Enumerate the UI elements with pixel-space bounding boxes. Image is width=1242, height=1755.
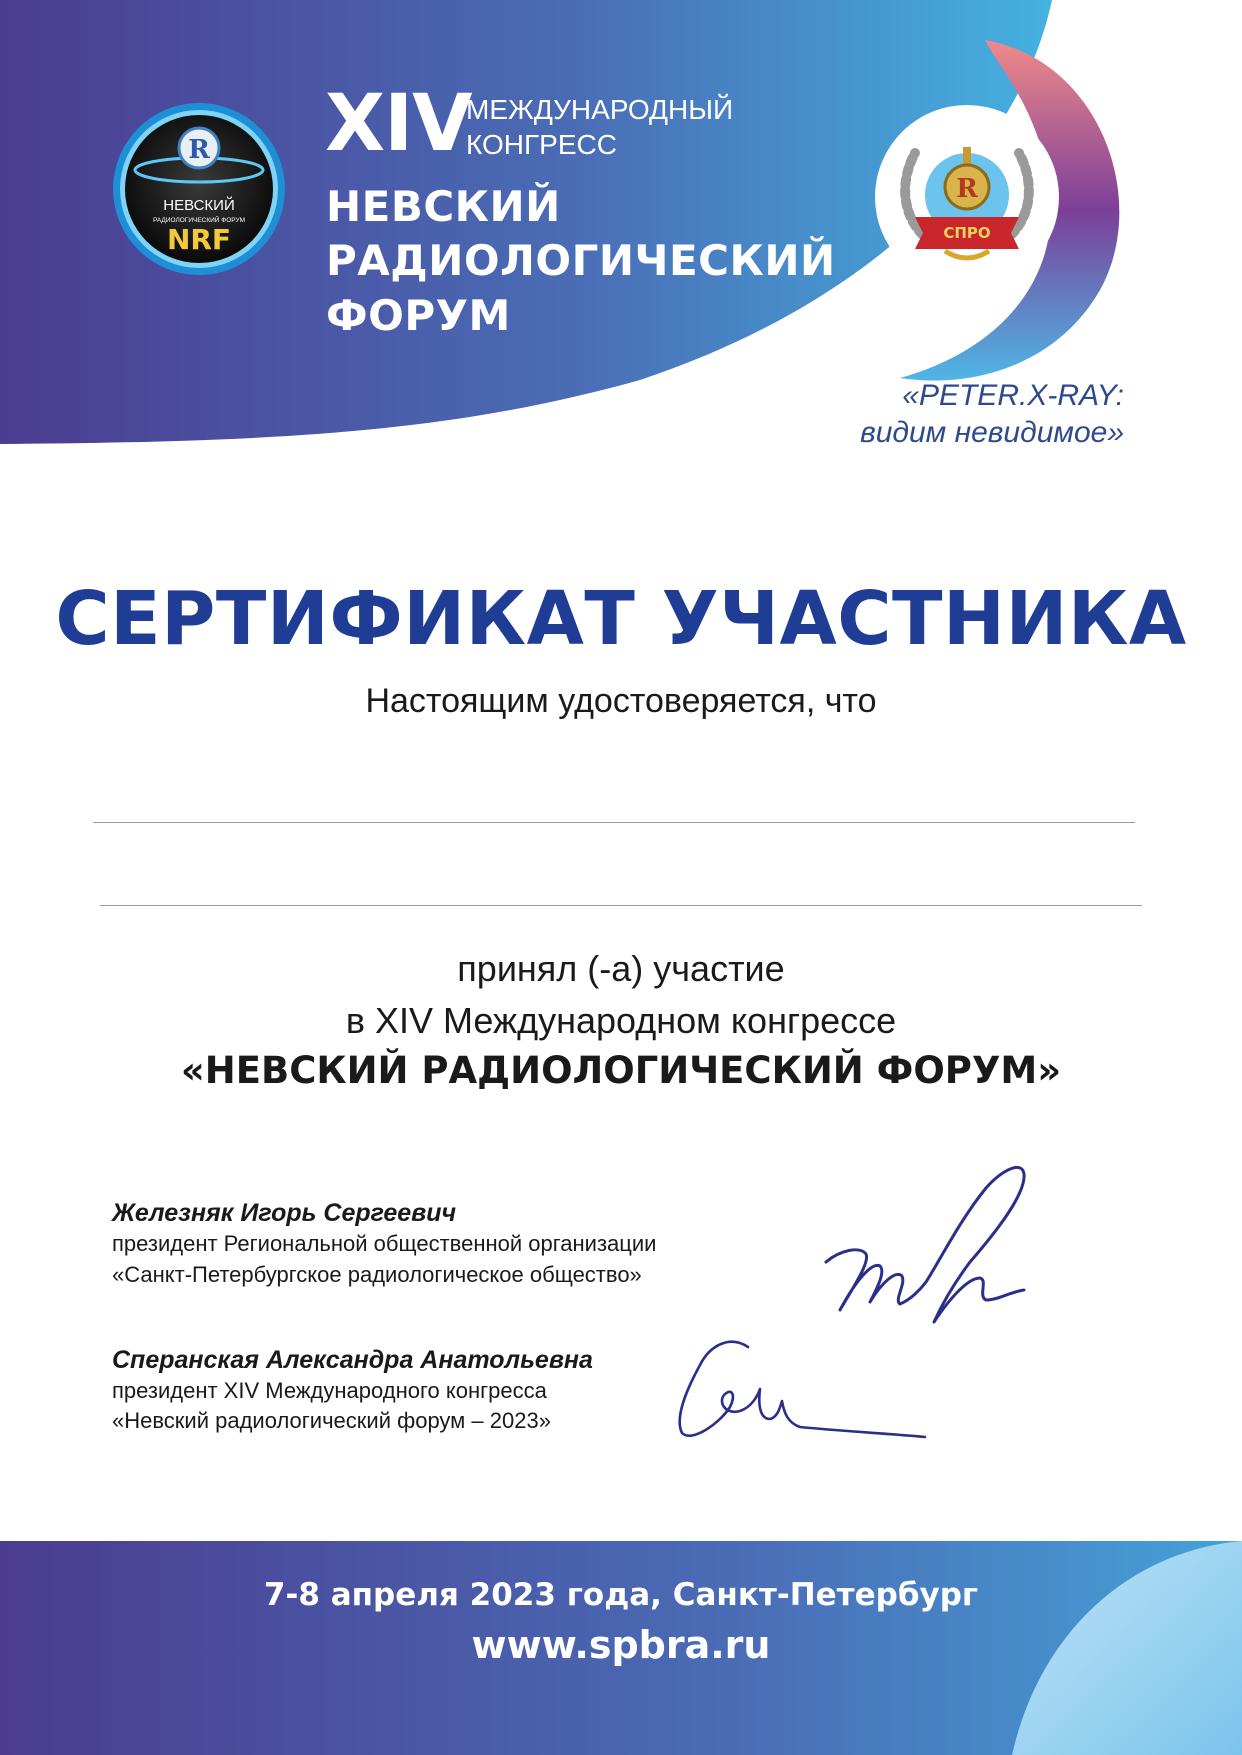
slogan-line1: «PETER.X-RAY: [902, 379, 1124, 412]
nrf-logo-acronym: NRF [166, 223, 232, 256]
spro-logo-letter: R [956, 174, 978, 204]
signatory-1-name: Железняк Игорь Сергеевич [112, 1199, 457, 1227]
nrf-logo-word: НЕВСКИЙ [163, 197, 235, 214]
certify-text: Настоящим удостоверяется, что [365, 682, 877, 720]
nrf-logo [110, 100, 288, 278]
participation-line3: «НЕВСКИЙ РАДИОЛОГИЧЕСКИЙ ФОРУМ» [180, 1049, 1062, 1092]
nrf-logo-letter: R [188, 135, 210, 165]
signature-2 [670, 1325, 930, 1455]
event-date-place: 7-8 апреля 2023 года, Санкт-Петербург [263, 1577, 979, 1613]
signature-1 [810, 1150, 1040, 1330]
slogan-line2: видим невидимое» [860, 416, 1124, 449]
participation-line1: принял (-а) участие [457, 948, 785, 989]
forum-title-line3: ФОРУМ [326, 291, 511, 340]
congress-label-line1: МЕЖДУНАРОДНЫЙ [466, 94, 734, 125]
signatory-2-role-line2: «Невский радиологический форум – 2023» [112, 1408, 551, 1433]
nrf-logo-subword: РАДИОЛОГИЧЕСКИЙ ФОРУМ [152, 217, 246, 224]
signatory-1-role-line1: президент Региональной общественной организации [112, 1231, 657, 1256]
spro-logo-acronym: СПРО [943, 224, 991, 242]
forum-title-line1: НЕВСКИЙ [326, 182, 561, 231]
signatory-2-role-line1: президент XIV Международного конгресса [112, 1378, 547, 1403]
certificate-title: СЕРТИФИКАТ УЧАСТНИКА [55, 576, 1187, 662]
signatory-1-role-line2: «Санкт-Петербургское радиологическое общество» [112, 1262, 642, 1287]
congress-number: XIV [325, 79, 472, 169]
spro-logo [875, 105, 1060, 290]
participation-line2: в XIV Международном конгрессе [345, 1000, 897, 1041]
name-line-2 [100, 905, 1142, 906]
name-line-1 [93, 822, 1135, 823]
congress-label-line2: КОНГРЕСС [466, 129, 617, 160]
forum-title-line2: РАДИОЛОГИЧЕСКИЙ [326, 236, 836, 285]
signatory-2-name: Сперанская Александра Анатольевна [112, 1346, 593, 1374]
website-link[interactable]: www.spbra.ru [471, 1623, 771, 1667]
